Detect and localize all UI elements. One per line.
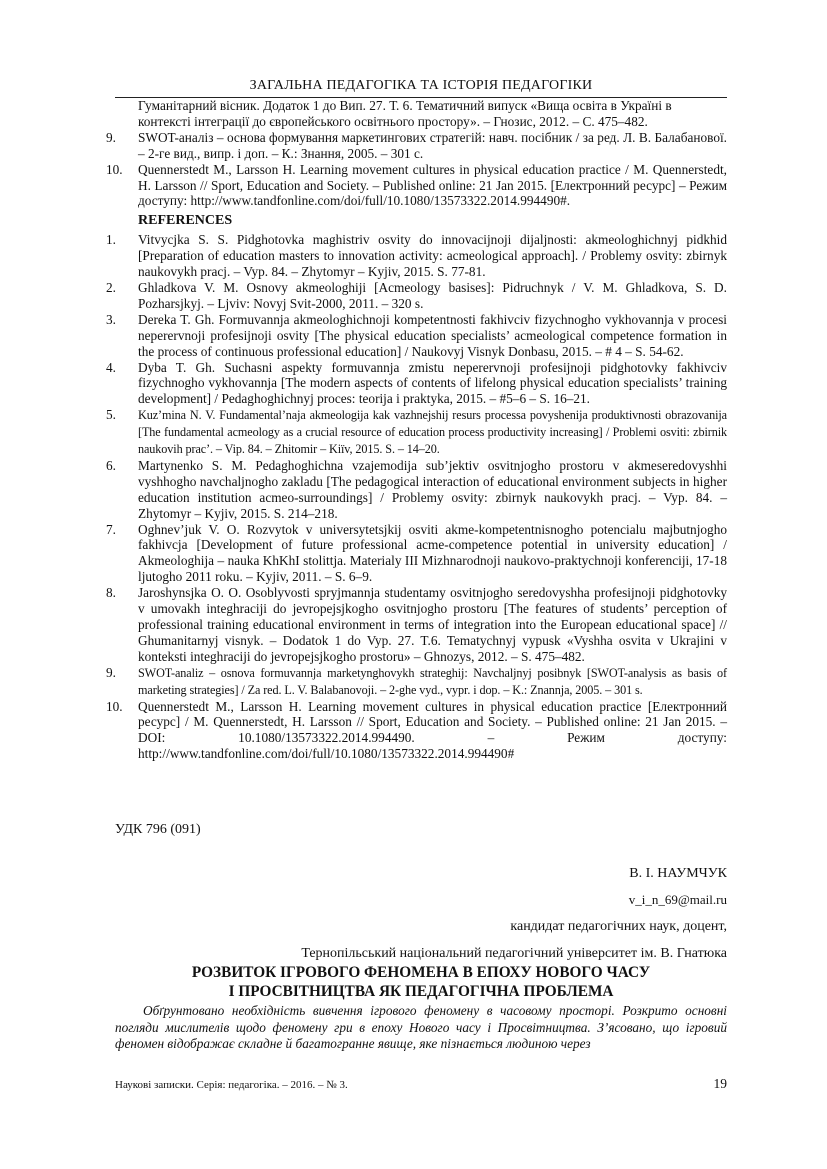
item-number: 6. — [106, 457, 116, 473]
item-text: Quennerstedt M., Larsson H. Learning movement cultures in physical education practice / M. Quennerstedt, H. Larsson // Sport, Education and Society. – Published online: 21 Jan 2015. [Електронний ресурс] – Режим доступу: http://www.tandfonline.com/doi/full/10.1080/13573322.2014.994490#. — [138, 161, 727, 209]
item-text: Quennerstedt M., Larsson H. Learning movement cultures in physical education practice [Електронний ресурс] / M. Quennerstedt, H. Larsson // Sport, Education and Society. – Published online: 21 Jan 2015. – DOI: 10.1080/13573322.2014.994490. – Режим доступу: http://www.tandfonline.com/doi/full/10.1080/13573322.2014.994490# — [138, 698, 727, 762]
article-title — [115, 963, 727, 1001]
item-text: SWOT-аналіз – основа формування маркетингових стратегій: навч. посібник / за ред. Л. В. Балабанової. – 2-ге вид., випр. і доп. – К.: Знання, 2005. – 301 с. — [138, 129, 727, 161]
item-text: Vitvycjka S. S. Pidghotovka maghistriv osvity do innovacijnoji dijaljnosti: akmeologhichnyj pidkhid [Preparation of education masters to innovation activity: acmeological approach]. / Problemy osvity: zbirnyk naukovykh pracj. – Vyp. 84. – Zhytomyr – Kyjiv, 2015. S. 77-81. — [138, 232, 727, 280]
article-title-line: І ПРОСВІТНИЦТВА ЯК ПЕДАГОГІЧНА ПРОБЛЕМА — [228, 983, 614, 1000]
author-email: v_i_n_69@mail.ru — [628, 892, 727, 907]
reference-item — [106, 521, 727, 586]
item-number: 8. — [106, 585, 116, 601]
item-number: 10. — [106, 698, 123, 714]
reference-item — [106, 698, 727, 763]
item-number: 9. — [106, 664, 116, 680]
source-continuation-line: контексті інтеграції до європейського освітнього простору». – Гнозис, 2012. – С. 475–482. — [138, 113, 648, 129]
author-name: В. І. НАУМЧУК — [629, 866, 727, 881]
author-affiliation: Тернопільський національний педагогічний університет ім. В. Гнатюка — [301, 946, 727, 961]
author-degree: кандидат педагогічних наук, доцент, — [510, 919, 727, 934]
item-number: 9. — [106, 129, 116, 145]
reference-item — [106, 359, 727, 408]
source-item — [106, 129, 727, 162]
footer-journal: Наукові записки. Серія: педагогіка. – 2016. – № 3. — [115, 1079, 348, 1091]
item-number: 1. — [106, 232, 116, 248]
item-text: Jaroshynsjka O. O. Osoblyvosti spryjmannja studentamy osvitnjogho seredovyshha profesijnoji pidghotovky v umovakh integhraciji do jevropejsjkogho osvitnjogho prostoru [The features of students’ perception of professional training educational environment in terms of integration into the European educational space] // Ghumanitarnyj visnyk. – Dodatok 1 do Vyp. 27. T.6. Tematychnyj vypusk «Vyshha osvita v Ukrajini v konteksti integhraciji do jevropejsjkogho prostoru» – Ghnozys, 2012. – S. 475–482. — [138, 585, 727, 664]
item-text: Martynenko S. M. Pedaghoghichna vzajemodija sub’jektiv osvitnjogho prostoru v akmeseredovyshhi vyshhogho navchaljnogho zakladu [The pedagogical interaction of educational environment subjects in higher education institution acmeo-surroundings] / Problemy osvity: zbirnyk naukovykh pracj. – Vyp. 84. – Zhytomyr – Kyjiv, 2015. S. 214–218. — [138, 457, 727, 521]
references-heading: REFERENCES — [138, 213, 233, 229]
item-text: SWOT-analiz – osnova formuvannja marketynghovykh strateghij: Navchaljnyj posibnyk [SWOT-analysis as basis of marketing strategies] / Za red. L. V. Balabanovoji. – 2-ghe vyd., vypr. i dop. – K.: Znannja, 2005. – 301 s. — [138, 665, 727, 697]
source-continuation-line: Гуманітарний вісник. Додаток 1 до Вип. 27. Т. 6. Тематичний випуск «Вища освіта в Україні в — [138, 98, 672, 113]
item-number: 7. — [106, 521, 116, 537]
item-number: 10. — [106, 161, 123, 177]
reference-item — [106, 664, 727, 699]
article-title-line: РОЗВИТОК ІГРОВОГО ФЕНОМЕНА В ЕПОХУ НОВОГО ЧАСУ — [191, 964, 651, 981]
page-number: 19 — [713, 1076, 727, 1091]
item-text: Dyba T. Gh. Suchasni aspekty formuvannja zmistu neperervnoji profesijnoji pidghotovky fakhivciv fizychnogho vykhovannja [The modern aspects of contents of lifelong physical education specialists’ training development] / Pedaghoghichnyj proces: teorija i praktyka, 2015. – #5–6 – S. 16–21. — [138, 359, 727, 407]
item-number: 4. — [106, 359, 116, 375]
item-text: Dereka T. Gh. Formuvannja akmeologhichnoji kompetentnosti fakhivciv fizychnogho vykhovannja v procesi neperervnoji profesijnoji osvity [The physical education specialists’ acmeological competence formation in the process of continuous professional education] / Naukovyj Visnyk Donbasu, 2015. – # 4 – S. 54-62. — [138, 311, 727, 359]
author-block — [115, 866, 727, 962]
item-number: 3. — [106, 311, 116, 327]
item-text: Ghladkova V. M. Osnovy akmeologhiji [Acmeology basises]: Pidruchnyk / V. M. Ghladkova, S. D. Pozharsjkyj. – Ljviv: Novyj Svit-2000, 2011. – 320 s. — [138, 279, 727, 311]
reference-item — [106, 232, 727, 280]
references-section — [106, 98, 727, 762]
article-abstract: Обґрунтовано необхідність вивчення ігрового феномену в часовому просторі. Розкрито основні погляди мислителів щодо феномену гри в епоху Нового часу і Просвітництва. З’ясовано, що ігровий феномен відображає складне й багатогранне явище, яке пізнається людиною через — [115, 1003, 727, 1051]
item-number: 5. — [106, 407, 116, 423]
reference-item — [106, 407, 727, 458]
item-number: 2. — [106, 279, 116, 295]
item-text: Oghnev’juk V. O. Rozvytok v universytetsjkij osviti akme-kompetentnisnogho potencialu majbutnjogho fakhivcja [Development of future professional acme-competence potential in university education] / Akmeologhija – nauka KhKhI stolittja. Materialy III Mizhnarodnoji naukovo-praktychnoji konferenciji, 17-18 ljutogho 2011 roku. – Kyjiv, 2011. – S. 6–9. — [138, 521, 727, 585]
reference-item — [106, 457, 727, 522]
item-text: Kuz’mina N. V. Fundamental’naja akmeologija kak vazhnejshij resurs processa povyshenija produktivnosti obrazovanija [The fundamental acmeology as a crucial resource of education process productivity increasing] / Problemi osviti: zbirnik naukovih prac’. – Vip. 84. – Zhitomir – Kiїv, 2015. S. – 14–20. — [138, 408, 727, 457]
reference-item — [106, 311, 727, 360]
reference-item — [106, 279, 727, 312]
source-item — [106, 161, 727, 210]
reference-item — [106, 585, 727, 665]
running-title: ЗАГАЛЬНА ПЕДАГОГІКА ТА ІСТОРІЯ ПЕДАГОГІКИ — [249, 78, 593, 93]
udc-code: УДК 796 (091) — [115, 822, 201, 837]
